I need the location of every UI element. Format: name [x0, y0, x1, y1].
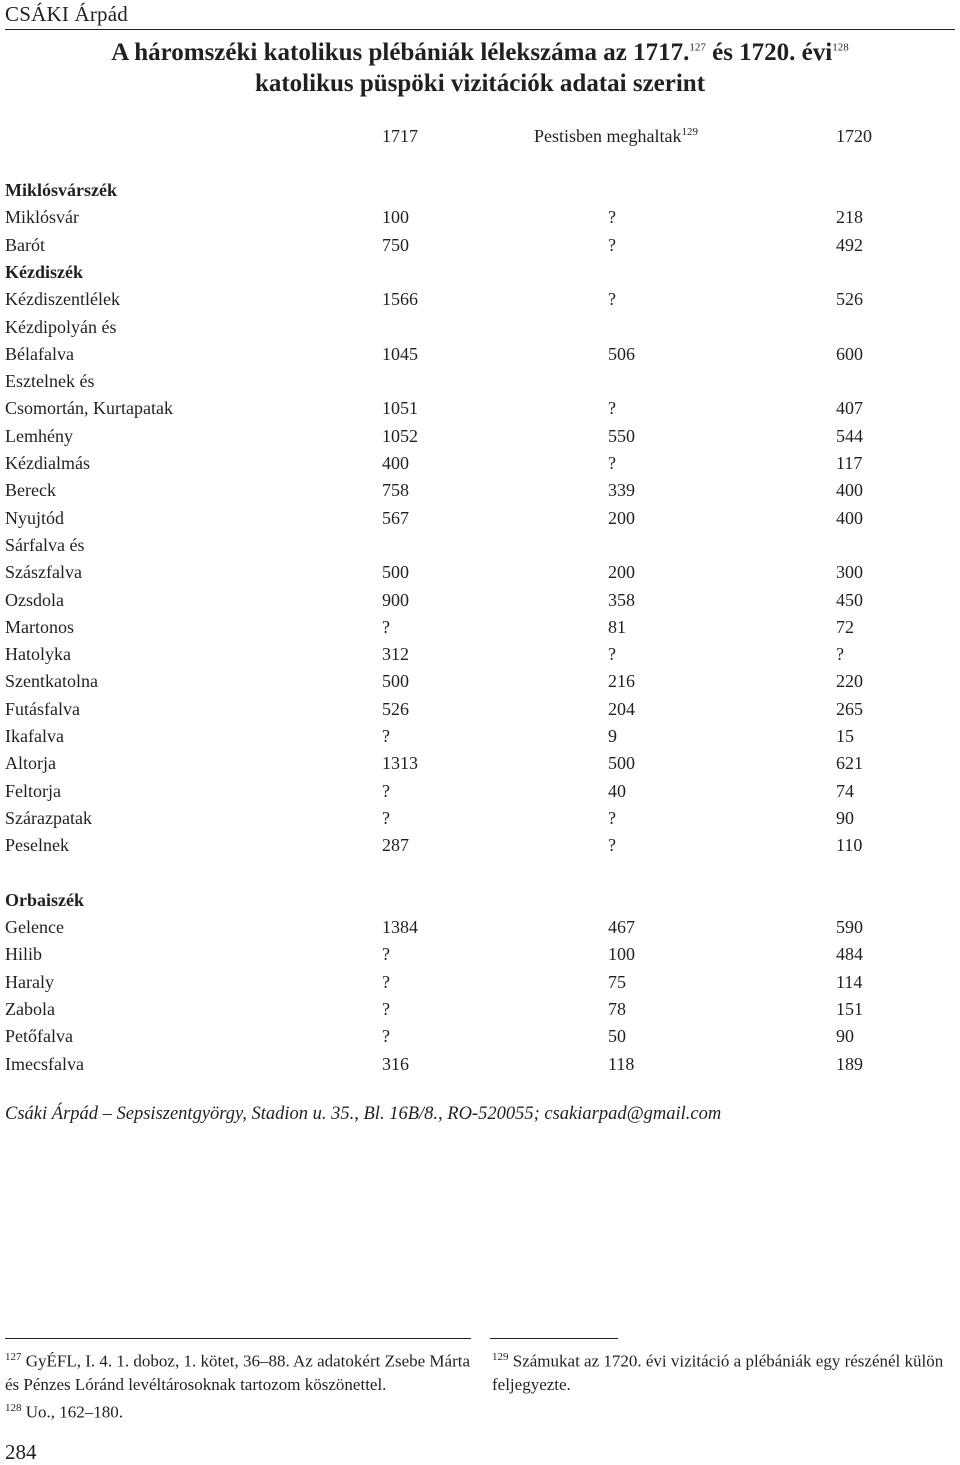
footnote-number: 129: [492, 1351, 509, 1363]
table-row: [0, 1054, 960, 1081]
parish-name-cell: Hilib: [5, 944, 43, 965]
table-row: [0, 726, 960, 753]
value-1720-cell: 300: [836, 562, 863, 583]
value-1717-cell: ?: [382, 780, 390, 801]
table-row: [0, 398, 960, 425]
title-text-a: A háromszéki katolikus plébániák lélekszáma az 1717.: [111, 39, 690, 66]
parish-name-cell: Orbaiszék: [5, 889, 84, 910]
header-rule: [5, 29, 955, 30]
plague-deaths-cell: 75: [608, 971, 626, 992]
value-1717-cell: 526: [382, 698, 409, 719]
footnote-text: Uo., 162–180.: [25, 1402, 124, 1422]
value-1720-cell: 114: [836, 971, 863, 992]
value-1717-cell: ?: [382, 616, 390, 637]
table-row: [0, 671, 960, 698]
parish-name-cell: Petőfalva: [5, 1026, 73, 1047]
value-1720-cell: 526: [836, 289, 863, 310]
parish-name-cell: Lemhény: [5, 425, 73, 446]
table-row: [0, 289, 960, 316]
parish-name-cell: Futásfalva: [5, 698, 80, 719]
value-1717-cell: 567: [382, 507, 409, 528]
parish-name-cell: Ikafalva: [5, 726, 64, 746]
footnote-number: 127: [5, 1351, 22, 1363]
value-1720-cell: 544: [836, 425, 863, 446]
table-row: [0, 235, 960, 262]
plague-deaths-cell: 339: [608, 480, 635, 501]
parish-name-cell: Kézdipolyán és: [5, 316, 117, 337]
author-address: Csáki Árpád – Sepsiszentgyörgy, Stadion u. 35., Bl. 16B/8., RO-520055; csakiarpad@gmail.com: [5, 1104, 722, 1124]
plague-deaths-cell: 500: [608, 753, 635, 774]
value-1717-cell: ?: [382, 807, 390, 828]
column-header-plague-deaths-label: Pestisben meghaltak: [534, 126, 682, 146]
value-1720-cell: 621: [836, 753, 863, 774]
value-1717-cell: 312: [382, 644, 409, 665]
value-1717-cell: 1384: [382, 917, 418, 938]
value-1720-cell: 110: [836, 835, 863, 856]
parish-name-cell: Esztelnek és: [5, 371, 95, 392]
table-title-line-2: katolikus püspöki vizitációk adatai szerint: [254, 70, 706, 97]
value-1717-cell: 1051: [382, 398, 418, 419]
value-1717-cell: 500: [382, 671, 409, 692]
plague-deaths-cell: 118: [608, 1053, 635, 1074]
parish-name-cell: Miklósvárszék: [5, 180, 117, 200]
value-1717-cell: ?: [382, 999, 390, 1019]
value-1720-cell: 90: [836, 1026, 854, 1047]
table-row: [0, 781, 960, 808]
value-1717-cell: ?: [382, 971, 390, 992]
value-1717-cell: 1052: [382, 425, 418, 446]
footnote-ref-129: 129: [681, 126, 698, 138]
plague-deaths-cell: 200: [608, 562, 635, 583]
table-row: [0, 535, 960, 562]
plague-deaths-cell: ?: [608, 644, 616, 665]
value-1717-cell: ?: [382, 1026, 390, 1047]
value-1717-cell: 1566: [382, 289, 418, 310]
table-title-line-1: [0, 37, 960, 68]
table-row: [0, 426, 960, 453]
plague-deaths-cell: 358: [608, 589, 635, 610]
parish-name-cell: Szászfalva: [5, 562, 82, 583]
value-1720-cell: 189: [836, 1053, 863, 1074]
plague-deaths-cell: ?: [608, 207, 616, 228]
footnotes-left: [5, 1346, 471, 1424]
value-1717-cell: 500: [382, 562, 409, 583]
table-row: [0, 590, 960, 617]
parish-name-cell: Kézdiszentlélek: [5, 289, 120, 310]
plague-deaths-cell: 40: [608, 780, 626, 801]
table-row: [0, 835, 960, 862]
footnote-127: [5, 1346, 471, 1397]
parish-name-cell: Nyujtód: [5, 507, 65, 528]
table-row: [0, 863, 960, 890]
value-1717-cell: 900: [382, 589, 409, 610]
value-1717-cell: ?: [382, 944, 390, 965]
parish-name-cell: Bélafalva: [5, 343, 74, 364]
table-row: [0, 999, 960, 1026]
footnote-ref-127: 127: [689, 41, 706, 54]
value-1717-cell: 316: [382, 1053, 409, 1074]
value-1717-cell: 287: [382, 835, 409, 856]
parish-name-cell: Hatolyka: [5, 644, 71, 665]
parish-name-cell: Martonos: [5, 616, 74, 637]
table-row: [0, 453, 960, 480]
value-1720-cell: 407: [836, 398, 863, 419]
footnote-129: [492, 1346, 955, 1397]
parish-name-cell: Barót: [5, 234, 45, 255]
value-1720-cell: 600: [836, 343, 863, 364]
value-1720-cell: 117: [836, 453, 863, 473]
plague-deaths-cell: 200: [608, 507, 635, 528]
footnote-ref-128: 128: [832, 41, 849, 54]
running-head: CSÁKI Árpád: [5, 2, 128, 26]
table-row: [0, 371, 960, 398]
plague-deaths-cell: ?: [608, 807, 616, 828]
parish-name-cell: Altorja: [5, 753, 56, 774]
value-1720-cell: 450: [836, 589, 863, 610]
parish-name-cell: Ozsdola: [5, 589, 64, 610]
parish-name-cell: Csomortán, Kurtapatak: [5, 398, 173, 419]
page-number: 284: [5, 1440, 37, 1464]
value-1720-cell: 484: [836, 944, 863, 965]
plague-deaths-cell: ?: [608, 234, 616, 255]
value-1720-cell: 400: [836, 480, 863, 501]
table-row: [0, 617, 960, 644]
value-1720-cell: 265: [836, 698, 863, 719]
table-row: [0, 317, 960, 344]
plague-deaths-cell: 467: [608, 917, 635, 938]
parish-name-cell: Szentkatolna: [5, 671, 98, 692]
plague-deaths-cell: 9: [608, 726, 617, 746]
value-1720-cell: ?: [836, 644, 844, 665]
column-header-1720: 1720: [836, 126, 872, 146]
value-1720-cell: 400: [836, 507, 863, 528]
table-row: [0, 917, 960, 944]
footnote-number: 128: [5, 1401, 22, 1414]
value-1717-cell: 1313: [382, 753, 418, 774]
parish-name-cell: Miklósvár: [5, 207, 79, 228]
section-header-row: [0, 180, 960, 207]
plague-deaths-cell: ?: [608, 398, 616, 419]
table-row: [0, 1026, 960, 1053]
plague-deaths-cell: 78: [608, 999, 626, 1019]
title-text-b: és 1720. évi: [705, 39, 833, 66]
table-row: [0, 644, 960, 671]
table-row: [0, 480, 960, 507]
column-header-plague-deaths: [534, 126, 698, 147]
plague-deaths-cell: ?: [608, 835, 616, 856]
parish-name-cell: Kézdiszék: [5, 261, 83, 282]
table-row: [0, 562, 960, 589]
value-1717-cell: 1045: [382, 343, 418, 364]
table-row: [0, 699, 960, 726]
footnote-128: [5, 1397, 471, 1424]
parish-name-cell: Imecsfalva: [5, 1053, 84, 1074]
plague-deaths-cell: ?: [608, 453, 616, 473]
value-1720-cell: 218: [836, 207, 863, 228]
column-header-1717: 1717: [382, 126, 418, 146]
parish-name-cell: Szárazpatak: [5, 807, 92, 828]
parish-name-cell: Kézdialmás: [5, 453, 90, 473]
plague-deaths-cell: 550: [608, 425, 635, 446]
table-row: [0, 508, 960, 535]
value-1720-cell: 15: [836, 726, 854, 746]
parish-name-cell: Gelence: [5, 917, 64, 938]
plague-deaths-cell: 81: [608, 616, 626, 637]
value-1720-cell: 151: [836, 999, 863, 1019]
value-1717-cell: 758: [382, 480, 409, 501]
footnote-rule-right: [490, 1338, 618, 1339]
plague-deaths-cell: 50: [608, 1026, 626, 1047]
value-1717-cell: 400: [382, 453, 409, 473]
value-1720-cell: 590: [836, 917, 863, 938]
plague-deaths-cell: 100: [608, 944, 635, 965]
table-row: [0, 344, 960, 371]
footnote-rule-left: [5, 1338, 471, 1339]
plague-deaths-cell: 216: [608, 671, 635, 692]
parish-name-cell: Sárfalva és: [5, 534, 85, 555]
value-1720-cell: 492: [836, 234, 863, 255]
value-1720-cell: 220: [836, 671, 863, 692]
value-1720-cell: 72: [836, 616, 854, 637]
table-row: [0, 753, 960, 780]
value-1717-cell: 100: [382, 207, 409, 228]
value-1720-cell: 90: [836, 807, 854, 828]
parish-name-cell: Feltorja: [5, 780, 61, 801]
footnote-text: GyÉFL, I. 4. 1. doboz, 1. kötet, 36–88. Az adatokért Zsebe Márta és Pénzes Lóránd levéltárosoknak tartozom köszönettel.: [5, 1351, 471, 1395]
section-header-row: [0, 890, 960, 917]
value-1717-cell: 750: [382, 234, 409, 255]
table-row: [0, 972, 960, 999]
parish-name-cell: Bereck: [5, 480, 56, 501]
plague-deaths-cell: ?: [608, 289, 616, 310]
plague-deaths-cell: 204: [608, 698, 635, 719]
section-header-row: [0, 262, 960, 289]
footnote-text: Számukat az 1720. évi vizitáció a plébániák egy részénél külön feljegyezte.: [492, 1351, 944, 1395]
value-1717-cell: ?: [382, 726, 390, 746]
plague-deaths-cell: 506: [608, 343, 635, 364]
table-row: [0, 808, 960, 835]
footnotes-right: [492, 1346, 955, 1397]
table-row: [0, 944, 960, 971]
parish-name-cell: Peselnek: [5, 835, 69, 856]
parish-name-cell: Zabola: [5, 999, 55, 1019]
parish-name-cell: Haraly: [5, 971, 54, 992]
table-row: [0, 207, 960, 234]
value-1720-cell: 74: [836, 780, 854, 801]
